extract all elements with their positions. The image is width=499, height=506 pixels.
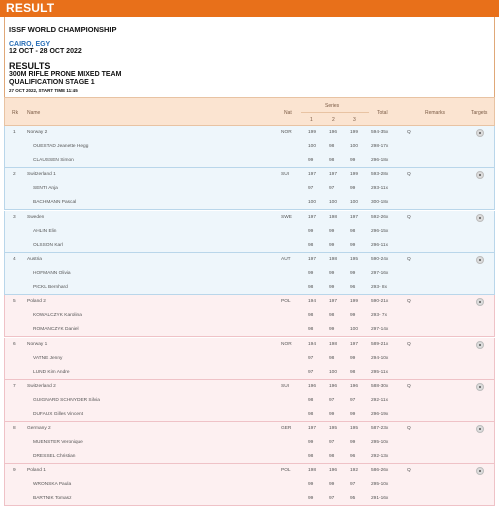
total-score: 296-15x — [371, 228, 389, 234]
competition-dates: 12 OCT - 28 OCT 2022 — [9, 48, 82, 55]
athlete-name: DUFAUX Gilles Vincent — [33, 411, 84, 417]
target-view-icon[interactable] — [476, 467, 484, 475]
total-score: 587-23x — [371, 426, 389, 432]
athlete-row — [5, 436, 494, 450]
total-score: 297-14x — [371, 327, 389, 333]
athlete-row — [5, 140, 494, 154]
series-2-score: 196 — [329, 383, 338, 389]
qualification-remark: Q — [407, 214, 411, 220]
target-view-icon[interactable] — [476, 341, 484, 349]
series-1-score: 98 — [308, 242, 314, 248]
rank: 4 — [13, 256, 16, 262]
result-title: RESULT — [6, 1, 55, 15]
series-2-score: 97 — [329, 440, 335, 446]
series-1-score: 198 — [308, 468, 317, 474]
total-score: 296-18x — [371, 158, 389, 163]
series-3-score: 99 — [350, 440, 356, 446]
qualification-remark: Q — [407, 426, 411, 432]
series-3-score: 192 — [350, 468, 359, 474]
team-name: Sweden — [27, 214, 45, 220]
series-3-score: 197 — [350, 214, 359, 220]
athlete-row — [5, 366, 494, 380]
athlete-name: KOWALCZYK Karolina — [33, 313, 82, 319]
series-2-score: 98 — [329, 454, 335, 460]
series-2-score: 99 — [329, 270, 335, 276]
nation: POL — [281, 468, 291, 474]
col-nat: Nat — [284, 110, 292, 116]
series-1-score: 97 — [308, 369, 314, 375]
athlete-name: DRESSEL Christian — [33, 454, 76, 460]
series-2-score: 196 — [329, 130, 338, 135]
athlete-row — [5, 478, 494, 492]
team-name: Austria — [27, 256, 42, 262]
team-name: Norway 1 — [27, 341, 48, 347]
team-summary-row — [5, 211, 494, 225]
series-1-score: 197 — [308, 426, 317, 432]
team-row — [4, 338, 495, 380]
team-row — [4, 380, 495, 422]
qualification-remark: Q — [407, 341, 411, 347]
series-3-score: 97 — [350, 482, 356, 488]
series-2-score: 99 — [329, 284, 335, 290]
total-score: 593-28x — [371, 172, 389, 178]
total-score: 296-11x — [371, 242, 388, 248]
total-score: 292-11x — [371, 397, 388, 403]
rank: 9 — [13, 468, 16, 474]
series-2-score: 99 — [329, 327, 335, 333]
series-2-score: 100 — [329, 200, 338, 206]
series-1-score: 100 — [308, 200, 317, 206]
col-remarks: Remarks — [425, 110, 446, 116]
col-series-3: 3 — [353, 117, 356, 123]
total-score: 295-11x — [371, 369, 388, 375]
series-2-score: 196 — [329, 468, 338, 474]
series-2-score: 100 — [329, 369, 338, 375]
athlete-row — [5, 323, 494, 337]
series-3-score: 99 — [350, 411, 356, 417]
nation: POL — [281, 299, 291, 305]
athlete-name: OUESTAD Jeanette Hegg — [33, 144, 89, 149]
results-table-body — [4, 126, 495, 506]
series-3-score: 99 — [350, 355, 356, 361]
col-total: Total — [377, 110, 388, 116]
total-score: 295-10x — [371, 440, 389, 446]
series-2-score: 99 — [329, 242, 335, 248]
team-summary-row — [5, 168, 494, 182]
team-row — [4, 295, 495, 337]
athlete-row — [5, 408, 494, 422]
series-1-score: 100 — [308, 144, 317, 149]
team-summary-row — [5, 295, 494, 309]
results-table-header — [4, 97, 495, 126]
series-1-score: 197 — [308, 256, 317, 262]
nation: NOR — [281, 130, 292, 135]
total-score: 295-10x — [371, 482, 389, 488]
athlete-name: OLSSON Karl — [33, 242, 63, 248]
series-3-score: 100 — [350, 327, 359, 333]
series-1-score: 99 — [308, 496, 314, 502]
athlete-row — [5, 309, 494, 323]
series-2-score: 97 — [329, 496, 335, 502]
start-time: 27 OCT 2022, START TIME 11:45 — [9, 88, 78, 93]
series-3-score: 196 — [350, 383, 359, 389]
series-3-score: 199 — [350, 299, 359, 305]
athlete-row — [5, 225, 494, 239]
athlete-name: LUND Kim Andre — [33, 369, 70, 375]
event-title: 300M RIFLE PRONE MIXED TEAM — [9, 71, 122, 78]
series-2-score: 99 — [329, 482, 335, 488]
athlete-name: BARTNIK Tomasz — [33, 496, 72, 502]
series-1-score: 99 — [308, 482, 314, 488]
series-1-score: 199 — [308, 130, 317, 135]
series-1-score: 194 — [308, 299, 317, 305]
series-1-score: 196 — [308, 383, 317, 389]
athlete-name: HOFMANN Olivia — [33, 270, 71, 276]
series-3-score: 96 — [350, 454, 356, 460]
total-score: 296-19x — [371, 411, 389, 417]
series-2-score: 97 — [329, 397, 335, 403]
series-3-score: 98 — [350, 369, 356, 375]
series-3-score: 99 — [350, 313, 356, 319]
total-score: 293- 7x — [371, 313, 387, 319]
target-view-icon[interactable] — [476, 214, 484, 222]
team-summary-row — [5, 126, 494, 140]
qualification-remark: Q — [407, 256, 411, 262]
target-view-icon[interactable] — [476, 171, 484, 179]
total-score: 588-30x — [371, 383, 389, 389]
series-1-score: 98 — [308, 411, 314, 417]
nation: SUI — [281, 172, 289, 178]
total-score: 298-17x — [371, 144, 389, 149]
nation: NOR — [281, 341, 292, 347]
total-score: 590-24x — [371, 256, 389, 262]
series-2-score: 197 — [329, 299, 338, 305]
series-3-score: 99 — [350, 158, 356, 163]
series-3-score: 195 — [350, 256, 359, 262]
series-1-score: 99 — [308, 440, 314, 446]
rank: 1 — [13, 130, 16, 135]
team-name: Switzerland 1 — [27, 172, 56, 178]
series-3-score: 99 — [350, 270, 356, 276]
series-1-score: 97 — [308, 355, 314, 361]
rank: 8 — [13, 426, 16, 432]
qualification-remark: Q — [407, 130, 411, 135]
qualification-remark: Q — [407, 172, 411, 178]
series-3-score: 199 — [350, 130, 359, 135]
total-score: 586-26x — [371, 468, 389, 474]
total-score: 294-10x — [371, 355, 389, 361]
team-row — [4, 126, 495, 168]
total-score: 293-11x — [371, 186, 388, 192]
rank: 6 — [13, 341, 16, 347]
athlete-name: AHLIN Elin — [33, 228, 57, 234]
col-series-1: 1 — [310, 117, 313, 123]
total-score: 590-21x — [371, 299, 389, 305]
athlete-name: CLAUSSEN Simon — [33, 158, 74, 163]
team-name: Poland 2 — [27, 299, 46, 305]
result-header-bar — [0, 0, 499, 17]
athlete-name: ROMANCZYK Daniel — [33, 327, 79, 333]
series-2-score: 97 — [329, 186, 335, 192]
series-1-score: 98 — [308, 284, 314, 290]
series-3-score: 100 — [350, 144, 359, 149]
series-2-score: 198 — [329, 214, 338, 220]
series-2-score: 98 — [329, 144, 335, 149]
series-1-score: 197 — [308, 214, 317, 220]
series-1-score: 98 — [308, 397, 314, 403]
series-divider — [301, 112, 369, 113]
rank: 7 — [13, 383, 16, 389]
athlete-name: MUENSTER Veronique — [33, 440, 83, 446]
target-view-icon[interactable] — [476, 129, 484, 137]
team-row — [4, 168, 495, 210]
series-2-score: 198 — [329, 256, 338, 262]
series-1-score: 99 — [308, 158, 314, 163]
total-score: 292-13x — [371, 454, 389, 460]
series-1-score: 98 — [308, 454, 314, 460]
nation: SWE — [281, 214, 292, 220]
athlete-row — [5, 352, 494, 366]
total-score: 592-26x — [371, 214, 389, 220]
team-row — [4, 253, 495, 295]
series-2-score: 198 — [329, 341, 338, 347]
athlete-row — [5, 154, 494, 168]
team-row — [4, 422, 495, 464]
event-stage: QUALIFICATION STAGE 1 — [9, 79, 95, 86]
series-3-score: 97 — [350, 397, 356, 403]
series-3-score: 199 — [350, 172, 359, 178]
col-series: Series — [325, 103, 340, 109]
series-2-score: 195 — [329, 426, 338, 432]
total-score: 594-35x — [371, 130, 389, 135]
athlete-row — [5, 267, 494, 281]
series-2-score: 197 — [329, 172, 338, 178]
athlete-name: GUIGNARD SCHNYDER Silvia — [33, 397, 100, 403]
team-name: Switzerland 2 — [27, 383, 56, 389]
rank: 3 — [13, 214, 16, 220]
athlete-row — [5, 450, 494, 464]
team-row — [4, 211, 495, 253]
series-1-score: 197 — [308, 172, 317, 178]
team-name: Poland 1 — [27, 468, 46, 474]
team-summary-row — [5, 464, 494, 478]
series-1-score: 98 — [308, 313, 314, 319]
championship-title: ISSF WORLD CHAMPIONSHIP — [9, 25, 117, 34]
total-score: 297-16x — [371, 270, 389, 276]
series-3-score: 95 — [350, 496, 356, 502]
team-summary-row — [5, 338, 494, 352]
nation: AUT — [281, 256, 291, 262]
total-score: 589-21x — [371, 341, 389, 347]
nation: SUI — [281, 383, 289, 389]
series-1-score: 99 — [308, 270, 314, 276]
team-summary-row — [5, 253, 494, 267]
athlete-row — [5, 394, 494, 408]
team-row — [4, 464, 495, 506]
series-3-score: 195 — [350, 426, 359, 432]
series-2-score: 98 — [329, 355, 335, 361]
target-view-icon[interactable] — [476, 425, 484, 433]
athlete-name: BACHMANN Pascal — [33, 200, 77, 206]
event-name — [9, 71, 121, 87]
athlete-row — [5, 281, 494, 295]
athlete-name: SENTI Anja — [33, 186, 58, 192]
col-rank: Rk — [12, 110, 19, 116]
series-2-score: 98 — [329, 313, 335, 319]
qualification-remark: Q — [407, 299, 411, 305]
series-3-score: 197 — [350, 341, 359, 347]
team-summary-row — [5, 380, 494, 394]
target-view-icon[interactable] — [476, 256, 484, 264]
rank: 5 — [13, 299, 16, 305]
team-summary-row — [5, 422, 494, 436]
athlete-row — [5, 492, 494, 506]
team-name: Germany 2 — [27, 426, 51, 432]
results-heading: RESULTS — [9, 61, 51, 71]
total-score: 300-18x — [371, 200, 389, 206]
series-3-score: 100 — [350, 200, 359, 206]
series-1-score: 194 — [308, 341, 317, 347]
rank: 2 — [13, 172, 16, 178]
series-2-score: 98 — [329, 158, 335, 163]
athlete-row — [5, 239, 494, 253]
target-view-icon[interactable] — [476, 298, 484, 306]
venue-city: CAIRO, EGY — [9, 41, 51, 48]
athlete-name: PICKL Bernhard — [33, 284, 68, 290]
athlete-name: WRONSKA Paula — [33, 482, 72, 488]
series-1-score: 99 — [308, 228, 314, 234]
qualification-remark: Q — [407, 383, 411, 389]
nation: GER — [281, 426, 292, 432]
athlete-row — [5, 182, 494, 196]
series-3-score: 99 — [350, 186, 356, 192]
series-3-score: 96 — [350, 284, 356, 290]
target-view-icon[interactable] — [476, 383, 484, 391]
col-series-2: 2 — [332, 117, 335, 123]
col-name: Name — [27, 110, 41, 116]
total-score: 291-16x — [371, 496, 389, 502]
series-1-score: 98 — [308, 327, 314, 333]
athlete-row — [5, 196, 494, 210]
col-targets: Targets — [471, 110, 488, 116]
series-3-score: 99 — [350, 242, 356, 248]
series-2-score: 99 — [329, 411, 335, 417]
qualification-remark: Q — [407, 468, 411, 474]
series-2-score: 99 — [329, 228, 335, 234]
team-name: Norway 2 — [27, 130, 48, 135]
athlete-name: VATNE Jenny — [33, 355, 63, 361]
competition-header — [4, 17, 495, 97]
series-1-score: 97 — [308, 186, 314, 192]
total-score: 293- 8x — [371, 284, 387, 290]
series-3-score: 98 — [350, 228, 356, 234]
